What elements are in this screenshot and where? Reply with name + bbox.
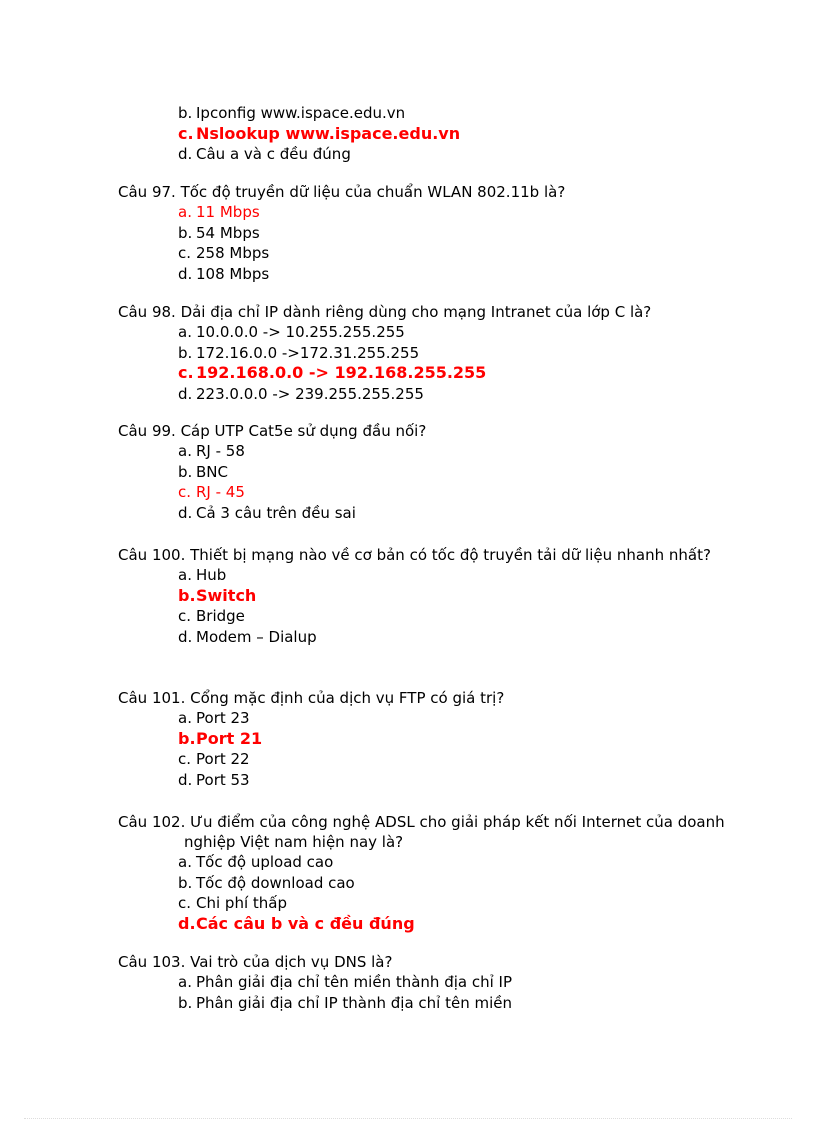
option-letter: c.: [178, 894, 192, 913]
question-99: [118, 421, 758, 523]
option-letter: b.: [178, 104, 193, 122]
option-c-correct: [118, 363, 758, 384]
option-c-correct: [118, 482, 758, 503]
option-text: Câu a và c đều đúng: [196, 145, 351, 164]
option-a-correct: [118, 202, 758, 223]
option-b: [118, 462, 758, 483]
option-text: Port 53: [196, 770, 250, 789]
option-text: Phân giải địa chỉ tên miền thành địa chỉ IP: [196, 973, 513, 991]
option-letter: c.: [178, 750, 192, 769]
option-text: BNC: [196, 462, 228, 481]
option-letter: a.: [178, 442, 192, 460]
option-letter: a.: [178, 323, 192, 341]
option-text: 223.0.0.0 -> 239.255.255.255: [196, 384, 424, 403]
option-letter: b.: [178, 993, 193, 1012]
option-d: [118, 503, 758, 524]
option-text: Modem – Dialup: [196, 627, 317, 646]
option-d: [118, 264, 758, 285]
option-c: [118, 893, 758, 914]
question-block-continued: [118, 103, 758, 165]
option-letter: a.: [178, 566, 192, 584]
option-text: Các câu b và c đều đúng: [196, 913, 415, 933]
option-letter: b.: [178, 462, 193, 481]
option-d: [118, 144, 758, 165]
option-d: [118, 627, 758, 648]
option-text: RJ - 45: [196, 483, 245, 502]
option-a: [118, 322, 758, 343]
option-letter: a.: [178, 203, 192, 221]
option-text: Tốc độ upload cao: [196, 853, 334, 871]
option-text: Nslookup www.ispace.edu.vn: [196, 123, 461, 143]
question-title-line1: Câu 102. Ưu điểm của công nghệ ADSL cho giải pháp kết nối Internet của doanh: [118, 813, 725, 831]
option-letter: d.: [178, 503, 193, 522]
option-text: 54 Mbps: [196, 223, 260, 242]
option-d: [118, 384, 758, 405]
option-c-correct: [118, 124, 758, 145]
option-letter: a.: [178, 853, 192, 871]
question-title: Câu 100. Thiết bị mạng nào về cơ bản có tốc độ truyền tải dữ liệu nhanh nhất?: [118, 546, 711, 564]
option-letter: c.: [178, 244, 192, 263]
option-letter: c.: [178, 363, 194, 383]
option-letter: c.: [178, 483, 192, 502]
question-title: Câu 97. Tốc độ truyền dữ liệu của chuẩn WLAN 802.11b là?: [118, 183, 566, 201]
question-title: Câu 101. Cổng mặc định của dịch vụ FTP có giá trị?: [118, 689, 505, 707]
question-title: Câu 103. Vai trò của dịch vụ DNS là?: [118, 953, 393, 971]
option-letter: a.: [178, 973, 192, 991]
option-letter: b.: [178, 873, 193, 892]
option-letter: b.: [178, 585, 196, 605]
question-title-line2: nghiệp Việt nam hiện nay là?: [184, 833, 404, 851]
option-d: [118, 770, 758, 791]
option-b-correct: [118, 729, 758, 750]
option-text: 258 Mbps: [196, 244, 270, 263]
option-b: [118, 873, 758, 894]
option-letter: d.: [178, 770, 193, 789]
option-b: [118, 343, 758, 364]
option-c: [118, 606, 758, 627]
option-d-correct: [118, 914, 758, 935]
option-b: [118, 993, 758, 1014]
option-letter: b.: [178, 343, 193, 362]
option-text: Chi phí thấp: [196, 894, 287, 913]
option-text: Hub: [196, 566, 227, 584]
question-title: Câu 98. Dải địa chỉ IP dành riêng dùng cho mạng Intranet của lớp C là?: [118, 303, 652, 321]
option-letter: b.: [178, 728, 196, 748]
option-letter: d.: [178, 264, 193, 283]
option-letter: c.: [178, 607, 192, 626]
option-c: [118, 749, 758, 770]
option-a: [118, 972, 758, 993]
option-text: Phân giải địa chỉ IP thành địa chỉ tên miền: [196, 993, 513, 1012]
question-98: [118, 302, 758, 404]
question-100: [118, 545, 758, 647]
option-b-correct: [118, 586, 758, 607]
option-text: Tốc độ download cao: [196, 873, 355, 892]
option-text: Bridge: [196, 607, 245, 626]
option-text: Port 23: [196, 709, 250, 727]
option-text: 11 Mbps: [196, 203, 260, 221]
option-text: 172.16.0.0 ->172.31.255.255: [196, 343, 420, 362]
option-text: Cả 3 câu trên đều sai: [196, 503, 356, 522]
page-bottom-divider: [24, 1118, 792, 1119]
question-101: [118, 688, 758, 790]
option-letter: d.: [178, 145, 193, 164]
option-b: [118, 103, 758, 124]
option-letter: a.: [178, 709, 192, 727]
option-text: 192.168.0.0 -> 192.168.255.255: [196, 363, 487, 383]
question-title: [118, 812, 758, 852]
option-letter: d.: [178, 627, 193, 646]
option-a: [118, 852, 758, 873]
option-letter: d.: [178, 913, 196, 933]
option-b: [118, 223, 758, 244]
option-text: 10.0.0.0 -> 10.255.255.255: [196, 323, 405, 341]
question-title: Câu 99. Cáp UTP Cat5e sử dụng đầu nối?: [118, 422, 427, 440]
option-text: Ipconfig www.ispace.edu.vn: [196, 104, 406, 122]
question-102: [118, 812, 758, 934]
option-letter: d.: [178, 384, 193, 403]
option-text: Switch: [196, 585, 257, 605]
option-text: 108 Mbps: [196, 264, 270, 283]
option-text: RJ - 58: [196, 442, 245, 460]
option-a: [118, 565, 758, 586]
question-103: [118, 952, 758, 1013]
option-text: Port 22: [196, 750, 250, 769]
option-a: [118, 441, 758, 462]
option-letter: b.: [178, 223, 193, 242]
option-a: [118, 708, 758, 729]
option-c: [118, 243, 758, 264]
question-97: [118, 182, 758, 284]
option-text: Port 21: [196, 728, 263, 748]
option-letter: c.: [178, 123, 194, 143]
